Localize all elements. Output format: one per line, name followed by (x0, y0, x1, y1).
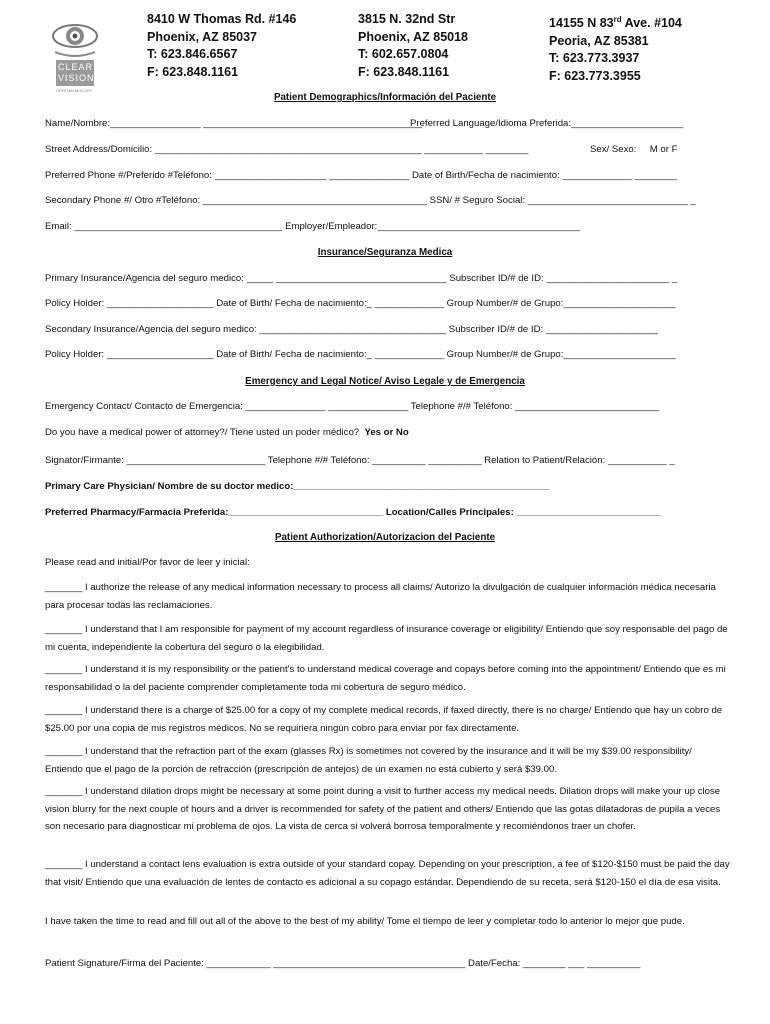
office-1-city: Phoenix, AZ 85037 (147, 29, 257, 44)
logo-text-bottom: VISION (58, 73, 95, 83)
office-3-tel: T: 623.773.3937 (549, 51, 640, 66)
office-2-tel: T: 602.657.0804 (358, 47, 449, 61)
language-field[interactable]: Preferred Language/Idioma Preferida:_____________________ (410, 118, 684, 129)
signator-field[interactable]: Signator/Firmante: __________________________ Telephone #/# Teléfono: __________ __________ Relation to Patient/Relación: ___________ _ (45, 455, 675, 466)
emergency-contact-field[interactable]: Emergency Contact/ Contacto de Emergencia: _______________ _______________ Telephone #/# Teléfono: ___________________________ (45, 401, 660, 412)
power-of-attorney-question (45, 427, 409, 438)
office-1-fax: F: 623.848.1161 (147, 64, 239, 79)
office-3-street (549, 11, 682, 33)
office-1-tel: T: 623.846.6567 (147, 47, 238, 61)
office-2-fax: F: 623.848.1161 (358, 64, 450, 79)
patient-signature-field[interactable]: Patient Signature/Firma del Paciente: ____________ ____________________________________ Date/Fecha: ________ ___ __________ (45, 958, 641, 969)
policy-holder-2-field[interactable]: Policy Holder: ____________________ Date of Birth/ Fecha de nacimiento:_ _____________ Group Number/# de Grupo:_____________________ (45, 349, 676, 360)
section-insurance-title: Insurance/Seguranza Medica (317, 247, 453, 258)
authorization-item-4[interactable]: _______ I understand there is a charge of $25.00 for a copy of my complete medical records, if faxed directly, there is no charge/ Entiendo que hay un cobro de $25.00 por una copia de mis registros médicos. No se requiriera ningún cobro para enviar por fax directamente. (45, 705, 723, 734)
office-1-street: 8410 W Thomas Rd. #146 (147, 12, 297, 26)
poa-question-text: Do you have a medical power of attorney?/ Tiene usted un poder médico? (45, 427, 360, 438)
logo-text-top: CLEAR (58, 62, 94, 72)
primary-insurance-field[interactable]: Primary Insurance/Agencia del seguro medico: _____ ________________________________ Subscriber ID/# de ID: _______________________ _ (45, 273, 678, 284)
street-number: 14155 N 83 (549, 16, 614, 31)
office-3-fax: F: 623.773.3955 (549, 68, 641, 83)
authorization-item-7[interactable]: _______ I understand a contact lens evaluation is extra outside of your standard copay. Depending on your prescription, a fee of $120-$150 must be paid the day that visit/ Entiendo que una evaluación de lentes de contacto es adicional a su copago estándar. Dependiendo de su receta, será $120-150 el día de esa visita. (45, 859, 730, 888)
secondary-insurance-field[interactable]: Secondary Insurance/Agencia del seguro medico: ___________________________________ Subscriber ID/# de ID: _____________________ (45, 324, 658, 335)
office-1 (147, 11, 296, 81)
address-field[interactable]: Street Address/Domicilio: __________________________________________________ ___________ ________ (45, 144, 529, 155)
poa-answer-options[interactable]: Yes or No (364, 427, 409, 438)
authorization-item-1[interactable]: _______ I authorize the release of any medical information necessary to process all claims/ Autorizo la divulgación de cualquier información médica necesaria para procesar todas las reclamaciones. (45, 582, 716, 611)
office-2-street: 3815 N. 32nd Str (358, 12, 456, 26)
authorization-closing: I have taken the time to read and fill out all of the above to the best of my ability/ Tome el tiempo de leer y completar todo lo anterior lo mejor que pude. (45, 916, 685, 927)
logo-subtitle: OPHTHALMOLOGY (56, 88, 93, 93)
clear-vision-logo (52, 12, 98, 94)
policy-holder-1-field[interactable]: Policy Holder: ____________________ Date of Birth/ Fecha de nacimiento:_ _____________ Group Number/# de Grupo:_____________________ (45, 298, 676, 309)
authorization-intro: Please read and initial/Por favor de leer y inicial: (45, 557, 250, 568)
office-3-city: Peoria, AZ 85381 (549, 33, 649, 48)
sex-field[interactable]: Sex/ Sexo: M or F (590, 144, 678, 155)
primary-care-physician-field[interactable]: Primary Care Physician/ Nombre de su doctor medico:________________________________________________ (45, 481, 550, 492)
secondary-phone-ssn-field[interactable]: Secondary Phone #/ Otro #Teléfono: __________________________________________ SSN/ # Seguro Social: ______________________________ _ (45, 195, 696, 206)
pharmacy-field[interactable]: Preferred Pharmacy/Farmacia Preferida:_____________________________ Location/Calles Principales: ___________________________ (45, 507, 661, 518)
authorization-item-5[interactable]: _______ I understand that the refraction part of the exam (glasses Rx) is sometimes not covered by the insurance and it will be my $39.00 responsibility/ Entiendo que el pago de la porción de refracción (prescripción de antejos) de un examen no está cubierto y será $39.00. (45, 746, 692, 775)
name-field[interactable]: Name/Nombre:_________________ _________________________________________ (45, 118, 423, 129)
office-2 (358, 11, 468, 81)
section-authorization-title: Patient Authorization/Autorizacion del Paciente (274, 532, 496, 543)
street-suffix: rd (613, 15, 622, 24)
email-employer-field[interactable]: Email: _______________________________________ Employer/Empleador:______________________________________ (45, 221, 581, 232)
section-demographics-title: Patient Demographics/Información del Paciente (273, 92, 497, 103)
section-emergency-title: Emergency and Legal Notice/ Aviso Legale y de Emergencia (245, 376, 525, 387)
office-3 (549, 11, 682, 85)
authorization-item-2[interactable]: _______ I understand that I am responsible for payment of my account regardless of insurance coverage or eligibility/ Entiendo que soy responsable del pago de mi cuenta, independiente la cobertura del seguro o la elegibilidad. (45, 624, 728, 653)
phone-dob-field[interactable]: Preferred Phone #/Preferido #Teléfono: _____________________ _______________ Date of Birth/Fecha de nacimiento: _____________ ________ (45, 170, 678, 181)
authorization-item-3[interactable]: _______ I understand it is my responsibility or the patient's to understand medical coverage and copays before coming into the appointment/ Entiendo que es mi responsabilidad o la del paciente comprender completamente toda mi cobertura de seguro médico. (45, 664, 726, 693)
street-name: Ave. #104 (621, 16, 682, 31)
authorization-item-6[interactable]: _______ I understand dilation drops might be necessary at some point during a visit to further access my medical needs. Dilation drops will make your up close vision blurry for the next couple of hours and a driver is recommended for safety of the patient and others/ Entiendo que las gotas dilatadoras de pupila a veces son necesario para diagnosticar mi problema de ojos. La vista de cerca si volverá borrosa temporalmente y recomiéndonos traer un chofer. (45, 786, 721, 832)
office-2-city: Phoenix, AZ 85018 (358, 29, 468, 44)
